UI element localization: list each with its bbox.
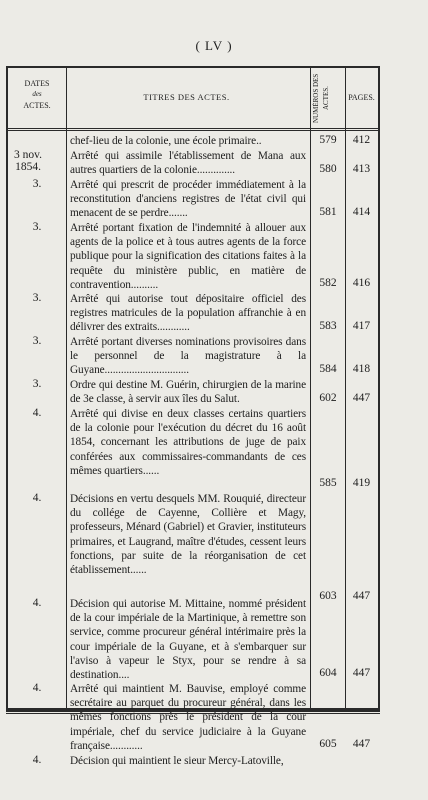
- entry-title: Arrêté qui assimile l'établissement de Mana aux autres quartiers de la colonie..............: [70, 150, 306, 177]
- header-dates-des: des: [32, 90, 42, 98]
- entry-title: Arrêté qui prescrit de procéder immédiatement à la reconstitution d'anciens registres de l'état civil qui menacent de se perdre.......: [70, 179, 306, 220]
- entry-number: 604: [319, 667, 337, 679]
- entry-number: 602: [319, 392, 337, 404]
- entry-date: 4.: [32, 754, 42, 766]
- entry-page: 412: [352, 134, 371, 146]
- entry-date: 3.: [32, 378, 42, 390]
- entry-date: 4.: [32, 407, 42, 419]
- page-number: ( LV ): [195, 38, 233, 53]
- entry-title: Décisions en vertu desquels MM. Rouquié, directeur du collége de Cayenne, Collière et Magy, professeurs, Ménard (Gabriel) et Gravier, instituteurs primaires, et Laugrand, maître d'études, cessent leurs fonctions, par suite de la réorganisation de cet établissement......: [70, 493, 306, 577]
- entry-title: chef-lieu de la colonie, une école primaire..: [70, 135, 262, 147]
- entry-title: Arrêté qui maintient M. Bauvise, employé comme secrétaire au parquet du procureur général, dans les mêmes fonctions près le président de la cour impériale, chef du service judiciaire à la Guyane française............: [70, 683, 306, 752]
- entry-number: 585: [319, 477, 337, 489]
- entry-number: 581: [319, 206, 337, 218]
- entry-title: Décision qui maintient le sieur Mercy-Latoville,: [70, 755, 284, 767]
- entry-page: 417: [352, 320, 371, 332]
- entry-number: 584: [319, 363, 337, 375]
- entry-date: 3 nov. 1854.: [13, 149, 42, 173]
- entry-number: 582: [319, 277, 337, 289]
- entry-title: Ordre qui destine M. Guérin, chirurgien de la marine de 3e classe, à servir aux îles du Salut.: [70, 379, 306, 406]
- header-dates-label: DATES: [24, 79, 50, 88]
- entry-number: 579: [319, 134, 337, 146]
- entry-number: 580: [319, 163, 337, 175]
- entry-number: 583: [319, 320, 337, 332]
- entry-date: 4.: [32, 492, 42, 504]
- entry-number: 603: [319, 590, 337, 602]
- header-pages: PAGES.: [348, 93, 375, 102]
- table-bottom-rule: [6, 710, 380, 714]
- entry-date: 4.: [32, 597, 42, 609]
- entry-page: 414: [352, 206, 371, 218]
- entry-date: 3.: [32, 221, 42, 233]
- table-header: [8, 68, 378, 131]
- entry-date: 3.: [32, 292, 42, 304]
- entry-number: 605: [319, 738, 337, 750]
- entry-title: Arrêté qui divise en deux classes certains quartiers de la colonie pour l'exécution du décret du 16 août 1854, concernant les attributions de juge de paix conférées aux commissaires-commandants de ces mêmes quartiers......: [70, 408, 306, 477]
- entry-page: 447: [352, 667, 371, 679]
- index-table: [6, 66, 380, 767]
- entry-title: Arrêté portant diverses nominations provisoires dans le personnel de la magistrature à la Guyane...............................: [70, 336, 306, 377]
- entry-page: 413: [352, 163, 371, 175]
- entry-date: 3.: [32, 335, 42, 347]
- entry-page: 447: [352, 590, 371, 602]
- entry-page: 419: [352, 477, 371, 489]
- entry-page: 447: [352, 738, 371, 750]
- header-dates-actes: ACTES.: [23, 101, 51, 110]
- entry-date: 4.: [32, 682, 42, 694]
- entry-title: Décision qui autorise M. Mittaine, nommé président de la cour impériale de la Martinique, à remettre son service, comme procureur général intérimaire près la cour impériale de la Guyane, et à s'embarquer sur l'aviso à vapeur le Styx, pour se rendre à sa destination....: [70, 598, 306, 682]
- entry-page: 447: [352, 392, 371, 404]
- entry-page: 418: [352, 363, 371, 375]
- entry-page: 416: [352, 277, 371, 289]
- header-titres: TITRES DES ACTES.: [143, 92, 230, 102]
- header-numeros: NUMÉROS DES ACTES.: [312, 73, 330, 123]
- entry-title: Arrêté qui autorise tout dépositaire officiel des registres matricules de la population affranchie à en délivrer des extraits............: [70, 293, 306, 334]
- header-dates: [8, 78, 66, 111]
- entry-title: Arrêté portant fixation de l'indemnité à allouer aux agents de la police et à tous autres agents de la force publique pour la signification des citations faites à la requête du ministère public, en matière de contravention..........: [70, 222, 306, 291]
- entry-date: 3.: [32, 178, 42, 190]
- column-divider: [66, 68, 67, 708]
